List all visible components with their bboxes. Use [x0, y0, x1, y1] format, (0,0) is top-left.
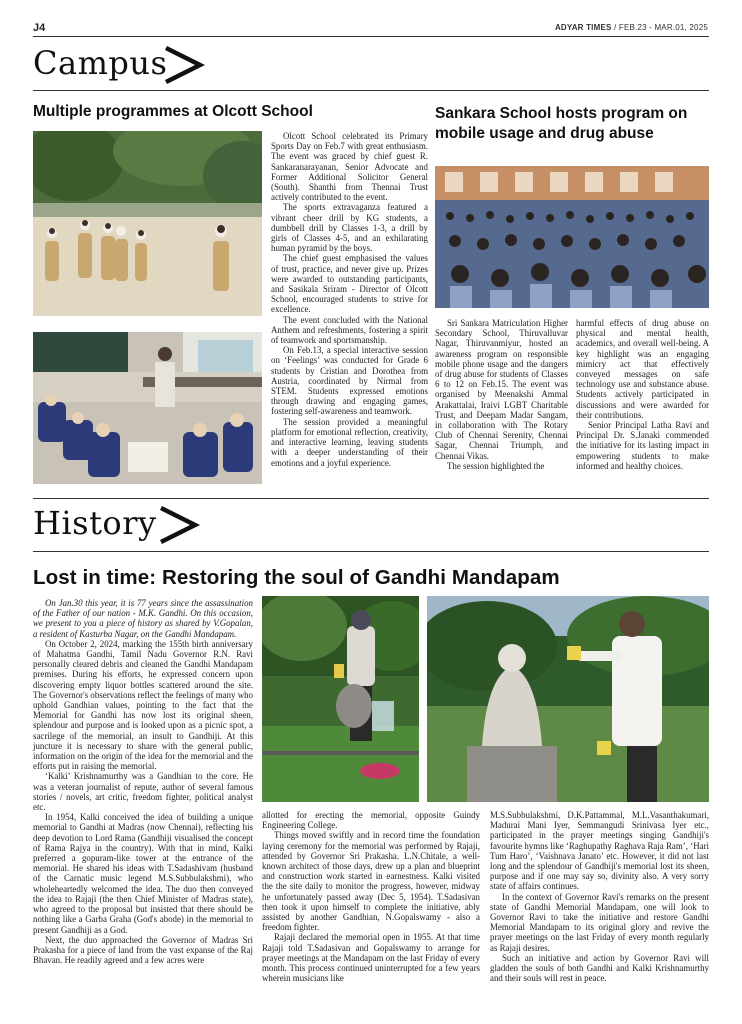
- sankara-paragraph: The session highlighted the: [447, 460, 545, 471]
- history-section-title: History: [33, 504, 157, 542]
- olcott-paragraph: The session provided a meaningful platform for emotional reflection, creativity, and interactive learning, leaving students with a deeper understanding of their emotions and a joyful experience.: [271, 416, 428, 468]
- olcott-paragraph: The sports extravaganza featured a vibrant cheer drill by KG students, a dumbbell drill by Classes 1-3, a drill by girls of Classes 4-5, and an exhilarating human pyramid by the boys.: [271, 202, 428, 254]
- gandhi-paragraph: allotted for erecting the memorial, opposite Guindy Engineering College.: [262, 810, 480, 831]
- cleaning-debris-photo: [262, 596, 419, 802]
- olcott-paragraph: On Feb.13, a special interactive session on ‘Feelings’ was conducted for Grade 6 students by Cristian and Dorothea from Austria, coordinated by Nirmal from STEM. Students expressed emotions through drawing and engaging games, fostering self-awareness and teamwork.: [271, 345, 428, 417]
- sankara-headline: Sankara School hosts program on mobile usage and drug abuse: [435, 105, 688, 142]
- sankara-paragraph: Senior Principal Latha Ravi and Principal Dr. S.Janaki commended the initiative for its lasting impact in empowering students to make informed and healthy choices.: [576, 420, 709, 471]
- gandhi-paragraph: Rajaji declared the memorial open in 1955. At that time Rajaji told T.Sadasivan and Gopalswamy to arrange for prayer meetings at the Mandapam on the last Friday of every month. This process continued uninterrupted for a few years wherein musicians like: [262, 932, 480, 984]
- sankara-paragraph: harmful effects of drug abuse on physical and mental health, academics, and overall well-being. A key highlight was an engaging mimicry act that effectively conveyed messages on safe technology use and substance abuse. Students actively participated in discussions and were awarded for their contributions.: [576, 318, 709, 420]
- sankara-body-col1: [435, 318, 568, 471]
- gandhi-paragraph: Next, the duo approached the Governor of Madras Sri Prakasha for a piece of land from the vast expanse of the Raj Bhavan. He readily agreed and a few acres were: [33, 934, 253, 966]
- gandhi-intro: On Jan.30 this year, it is 77 years since the assassination of the Father of our nation - M.K. Gandhi. On this occasion, we present to you a piece of history as shared by V.Gopalan, a resident of Kasturba Nagar, on the Gandhi Mandapam.: [33, 598, 253, 639]
- masthead-separator: /: [613, 23, 617, 32]
- feelings-session-photo: [33, 332, 262, 484]
- olcott-body: [271, 131, 428, 468]
- issue-dates: FEB.23 - MAR.01, 2025: [618, 23, 708, 32]
- sports-day-photo: [33, 131, 262, 316]
- gandhi-body-col1: [33, 598, 253, 965]
- chevron-right-icon: [157, 505, 201, 545]
- gandhi-paragraph: In the context of Governor Ravi's remarks on the present state of Gandhi Memorial Mandapam, one will look to Governor Ravi to take the initiative and restore Gandhi Memorial Mandapam to its original glory and revive the prayer meetings on the last Friday of every month regularly as Rajaji desires.: [490, 891, 709, 953]
- gandhi-paragraph: On October 2, 2024, marking the 155th birth anniversary of Mahatma Gandhi, Tamil Nadu Governor R.N. Ravi personally cleared debris and cleaned the Gandhi Mandapam premises. During his efforts, he expressed concern upon discovering empty liquor bottles scattered around the site. The Governor's observations reflect the feelings of many who uphold Gandhian values, pointing to the fact that the Memorial for Gandhi has now lost its original sheen, splendour and purpose and is looked upon as a picnic spot, a sacrilege of the memorial, an insult to Gandhiji. At this juncture it is necessary to share with the general public, information on the origin of the idea for the memorial and the efforts put in raising the memorial.: [33, 638, 253, 772]
- history-rule: [33, 551, 709, 552]
- gandhi-headline: Lost in time: Restoring the soul of Gandhi Mandapam: [33, 566, 560, 589]
- gandhi-body-col2: [262, 810, 480, 983]
- assembly-photo: [435, 166, 709, 308]
- header-rule: [33, 36, 709, 37]
- gandhi-paragraph: M.S.Subbulakshmi, D.K.Pattammal, M.L.Vasanthakumari, Madurai Mani Iyer, Semmangudi Srinivasa Iyer etc., participated in the prayer meetings singing Gandhiji's favourite hymns like ‘Raghupathy Raghava Raja Ram’, ‘Hari Tum Haro’, ‘Vaishnava Janato’ etc. However, it did not last long and the splendour of Gandhiji's memorial lost its sheen, purpose and if one may say so, divinity also. A very sorry state of affairs continues.: [490, 810, 709, 892]
- masthead: [555, 23, 708, 32]
- gandhi-paragraph: ‘Kalki’ Krishnamurthy was a Gandhian to the core. He was a veteran journalist of repute, author of several famous stories / novels, art critic, freedom fighter, political analyst etc.: [33, 771, 253, 813]
- olcott-headline: Multiple programmes at Olcott School: [33, 103, 313, 120]
- gandhi-paragraph: In 1954, Kalki conceived the idea of building a unique memorial to Gandhi at Madras (now Chennai), reflecting his deep devotion to Lord Rama (Gandhiji visualised the concept of Rama Rajya in the country). With that in mind, Kalki preferred a gopuram-like tower at the entrance of the memorial. He shared his ideas with T.Sadashivam (husband of the Carnatic music legend M.S.Subbulakshmi), who wholeheartedly welcomed the idea. The duo then conveyed the idea to Rajaji (the then Chief Minister of Madras state), who agreed to the proposal but insisted that there should be nothing like a Garba Graha (God's abode) in the memorial to present Gandhiji as a God.: [33, 812, 253, 935]
- history-top-rule: [33, 498, 709, 499]
- campus-rule: [33, 90, 709, 91]
- gandhi-paragraph: Things moved swiftly and in record time the foundation laying ceremony for the memorial was performed by Rajaji, attended by Governor Sri Prakasha. L.N.Chitale, a well-known architect of those days, drew up a plan and blueprint and construction work started in earnestness. Kalki visited the the site daily to monitor the progress, however, midway he unfortunately passed away (Dec 5, 1954). T.Sadasivan then took it upon himself to complete the initiative, ably assisted by another Gandhian, N.Gopalswamy - also a freedom fighter.: [262, 830, 480, 933]
- olcott-paragraph: The event concluded with the National Anthem and refreshments, fostering a spirit of teamwork and sportsmanship.: [271, 314, 428, 346]
- sankara-paragraph: Sri Sankara Matriculation Higher Secondary School, Thiruvalluvar Nagar, Thiruvanmiyur, hosted an awareness program on responsible mobile phone usage and the dangers of drug abuse for students of Classes 6 to 12 on Feb.15. The event was organised by Meenakshi Ammal Arakattalai, Iraivi LGBT Charitable Trust, and Deepam Madar Sangam, in collaboration with The Rotary Club of Chennai Serenity, Chennai Sagar, Chennai Triumph, and Chennai Vikas.: [435, 318, 568, 461]
- paper-name: ADYAR TIMES: [554, 23, 612, 32]
- gandhi-body-col3: [490, 810, 709, 983]
- chevron-right-icon: [162, 45, 206, 85]
- olcott-paragraph: Olcott School celebrated its Primary Sports Day on Feb.7 with great enthusiasm. The event was graced by chief guest R. Sankaranarayanan, Senior Advocate and Former Additional Solicitor General (South). Shanthi from Thennai Trust actively contributed to the event.: [271, 131, 428, 203]
- campus-section-title: Campus: [33, 44, 168, 82]
- olcott-paragraph: The chief guest emphasised the values of trust, practice, and never give up. Prizes were awarded to outstanding participants, and Sasikala Sriram - Director of Olcott School, encouraged students to strive for excellence.: [271, 253, 428, 315]
- sankara-body-col2: [576, 318, 709, 471]
- bust-cleaning-photo: [427, 596, 709, 802]
- gandhi-paragraph: Such an initiative and action by Governor Ravi will gladden the souls of both Gandhi and Kalki Krishnamurthy and their souls will rest in peace.: [490, 952, 709, 984]
- page-number: J4: [33, 22, 46, 34]
